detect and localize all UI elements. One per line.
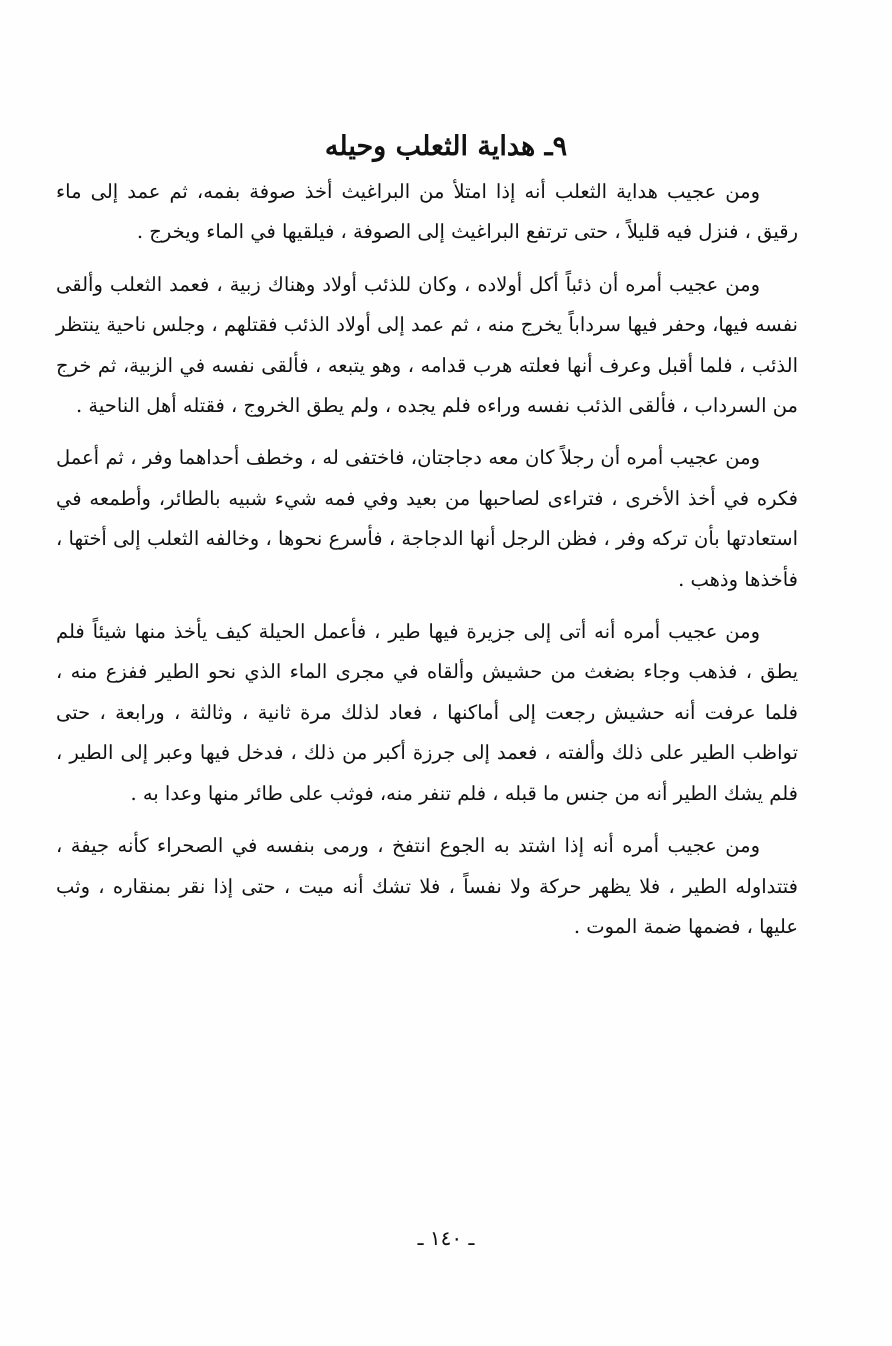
paragraph-1: ومن عجيب هداية الثعلب أنه إذا امتلأ من البراغيث أخذ صوفة بفمه، ثم عمد إلى ماء رقيق ، فنزل فيه قليلاً ، حتى ترتفع البراغيث إلى الصوفة ، فيلقيها في الماء ويخرج . — [56, 180, 798, 244]
chapter-title: ٩ـ هداية الثعلب وحيله — [324, 131, 568, 162]
paragraph-5: ومن عجيب أمره أنه إذا اشتد به الجوع انتفخ ، ورمى بنفسه في الصحراء كأنه جيفة ، فتتداوله الطير ، فلا يظهر حركة ولا نفساً ، فلا تشك أنه ميت ، حتى إذا نقر بمنقاره ، وثب عليها ، فضمها ضمة الموت . — [56, 834, 798, 938]
paragraph-4: ومن عجيب أمره أنه أتى إلى جزيرة فيها طير ، فأعمل الحيلة كيف يأخذ منها شيئاً فلم يطق ، فذهب وجاء بضغث من حشيش وألقاه في مجرى الماء الذي نحو الطير ففزع منه ، فلما عرفت أنه حشيش رجعت إلى أماكنها ، فعاد لذلك مرة ثانية ، وثالثة ، ورابعة ، حتى تواظب الطير على ذلك وألفته ، فعمد إلى جرزة أكبر من ذلك ، فدخل فيها وعبر إلى الطير ، فلم يشك الطير أنه من جنس ما قبله ، فلم تنفر منه، فوثب على طائر منها وعدا به . — [56, 620, 798, 805]
page-number: ـ ١٤٠ ـ — [417, 1226, 475, 1250]
body-text — [56, 172, 798, 959]
paragraph-2: ومن عجيب أمره أن ذئباً أكل أولاده ، وكان للذئب أولاد وهناك زبية ، فعمد الثعلب وألقى نفسه فيها، وحفر فيها سرداباً يخرج منه ، ثم عمد إلى أولاد الذئب فقتلهم ، وجلس ناحية ينتظر الذئب ، فلما أقبل وعرف أنها فعلته هرب قدامه ، وهو يتبعه ، فألقى نفسه في الزبية، ثم خرج من السرداب ، فألقى الذئب نفسه وراءه فلم يجده ، ولم يطق الخروج ، فقتله أهل الناحية . — [56, 272, 798, 418]
paragraph-3: ومن عجيب أمره أن رجلاً كان معه دجاجتان، فاختفى له ، وخطف أحداهما وفر ، ثم أعمل فكره في أخذ الأخرى ، فتراءى لصاحبها من بعيد وفي فمه شيء شبيه بالطائر، وأطمعه في استعادتها بأن تركه وفر ، فظن الرجل أنها الدجاجة ، فأسرع نحوها ، وخالفه الثعلب إلى أختها ، فأخذها وذهب . — [56, 446, 798, 591]
